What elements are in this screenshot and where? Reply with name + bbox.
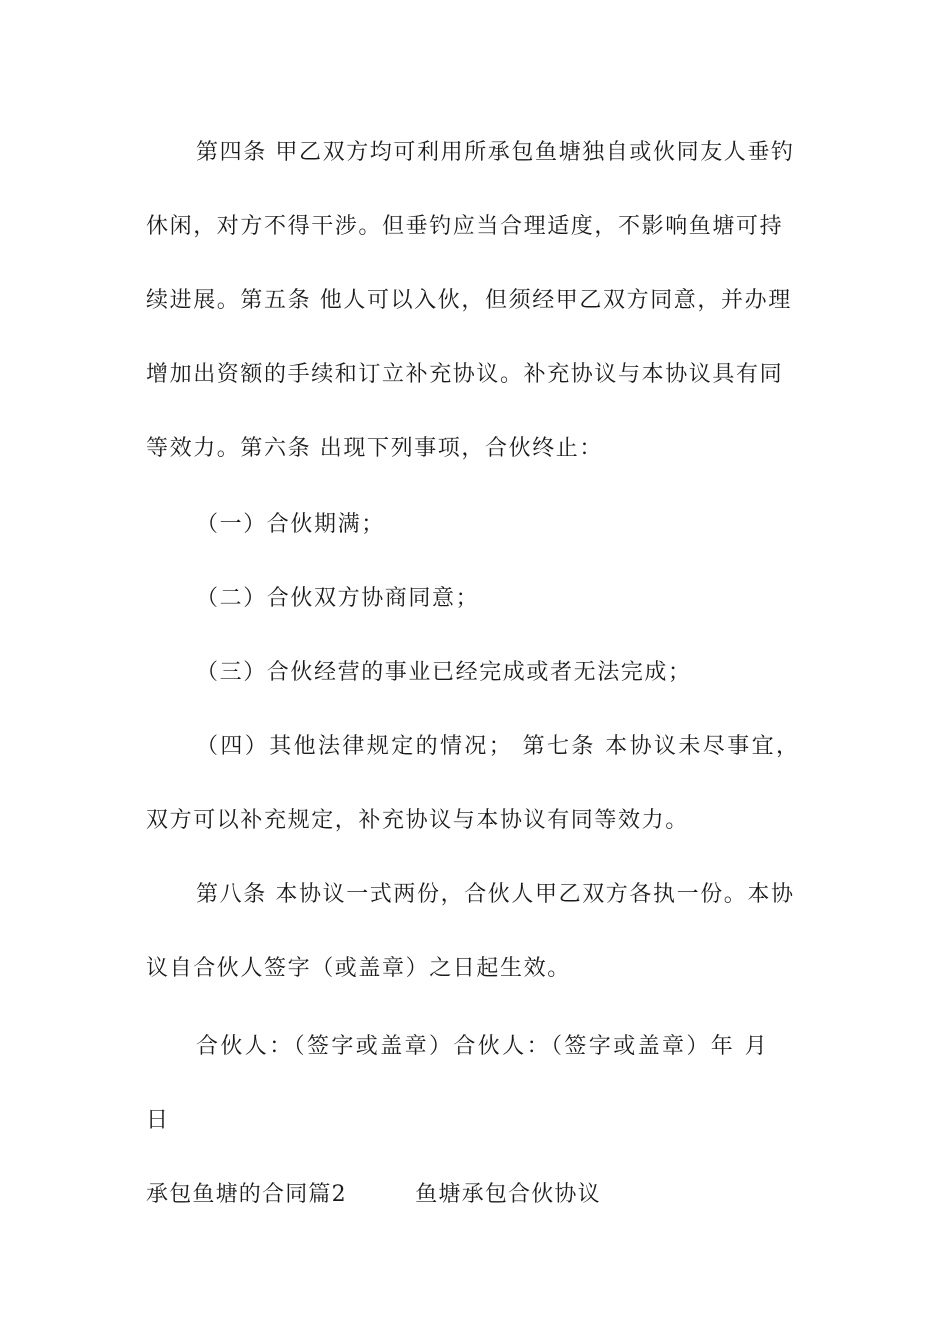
list-item-4: （四）其他法律规定的情况； 第七条 本协议未尽事宜，: [196, 734, 801, 759]
paragraph-line-1: 第四条 甲乙双方均可利用所承包鱼塘独自或伙同友人垂钓: [196, 140, 795, 165]
paragraph-line-2: 休闲，对方不得干涉。但垂钓应当合理适度，不影响鱼塘可持: [146, 214, 784, 239]
section-title: 承包鱼塘的合同篇2: [146, 1182, 347, 1207]
list-item-1: （一）合伙期满；: [196, 512, 385, 537]
list-item-2: （二）合伙双方协商同意；: [196, 586, 480, 611]
paragraph-line-8: 议自合伙人签字（或盖章）之日起生效。: [146, 956, 571, 981]
section-subtitle: 鱼塘承包合伙协议: [415, 1182, 601, 1207]
paragraph-line-6: 双方可以补充规定，补充协议与本协议有同等效力。: [146, 808, 689, 833]
list-item-3: （三）合伙经营的事业已经完成或者无法完成；: [196, 660, 692, 685]
date-day-line: 日: [146, 1108, 170, 1133]
paragraph-line-3: 续进展。第五条 他人可以入伙，但须经甲乙双方同意，并办理: [146, 288, 792, 313]
section-heading: [146, 1180, 846, 1210]
signature-line: 合伙人：（签字或盖章）合伙人：（签字或盖章）年 月: [196, 1034, 769, 1059]
paragraph-line-5: 等效力。第六条 出现下列事项，合伙终止：: [146, 436, 603, 461]
paragraph-line-7: 第八条 本协议一式两份，合伙人甲乙双方各执一份。本协: [196, 882, 795, 907]
paragraph-line-4: 增加出资额的手续和订立补充协议。补充协议与本协议具有同: [146, 362, 784, 387]
